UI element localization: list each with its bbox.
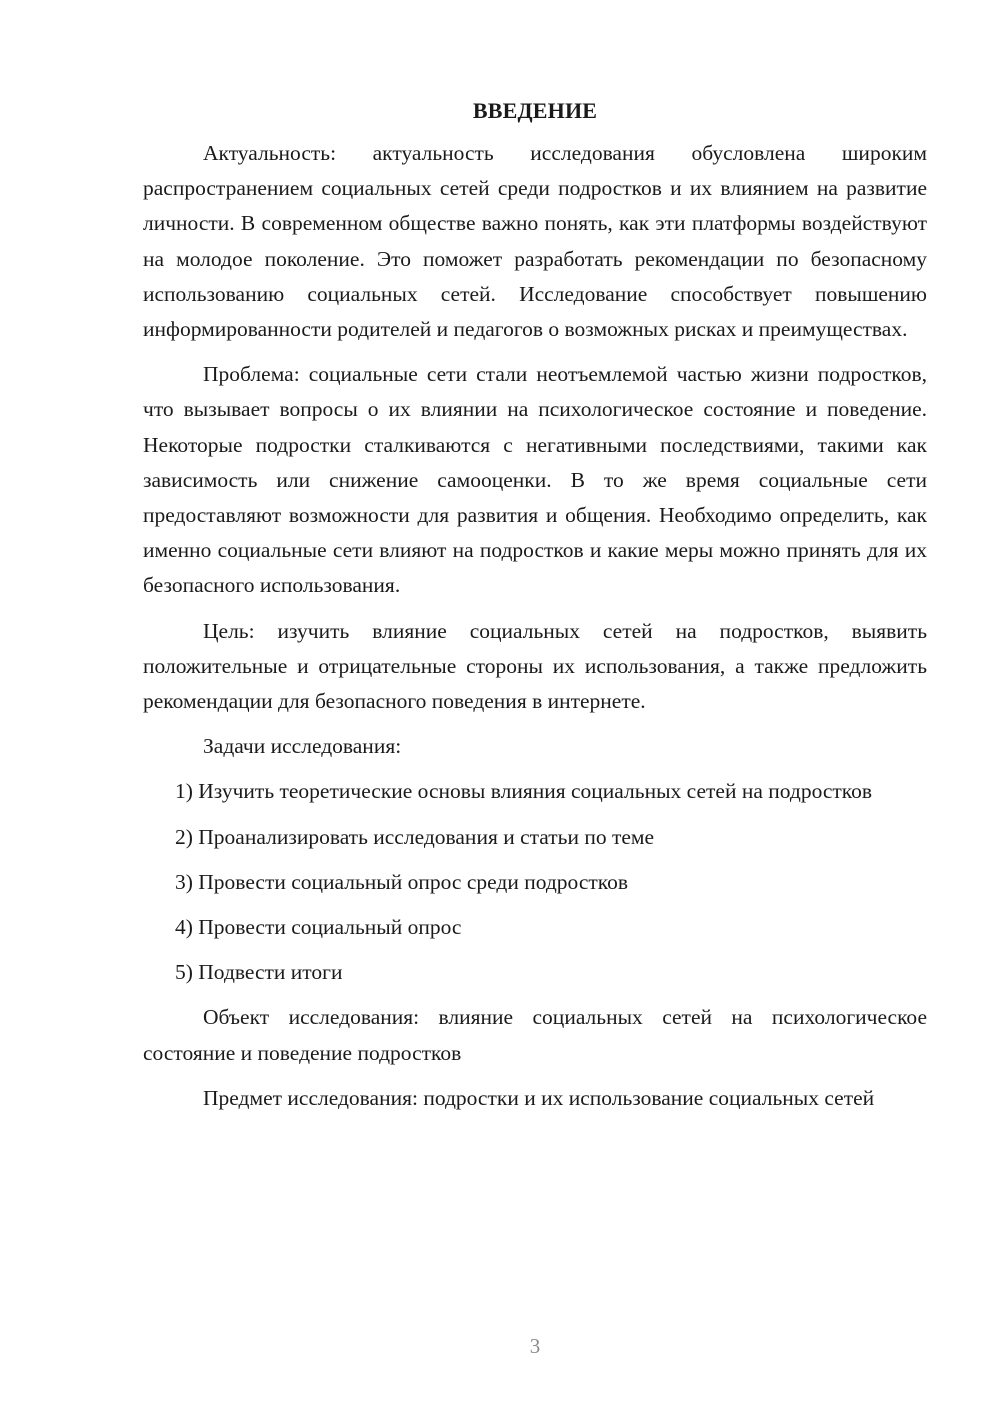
task-item-4: 4) Провести социальный опрос [175, 915, 462, 940]
task-item-2: 2) Проанализировать исследования и статьи по теме [175, 824, 655, 849]
page-number: 3 [529, 1334, 541, 1358]
goal-paragraph: Цель: изучить влияние социальных сетей на подростков, выявить положительные и отрицательные стороны их использования, а также предложить рекомендации для безопасного поведения в интернете. [143, 618, 927, 714]
task-item-1: 1) Изучить теоретические основы влияния социальных сетей на подростков [175, 779, 873, 804]
task-item-5: 5) Подвести итоги [175, 960, 343, 985]
page-title: ВВЕДЕНИЕ [472, 98, 598, 123]
object-paragraph: Объект исследования: влияние социальных сетей на психологическое состояние и поведение подростков [143, 1005, 927, 1065]
tasks-heading: Задачи исследования: [203, 734, 402, 759]
problem-paragraph: Проблема: социальные сети стали неотъемлемой частью жизни подростков, что вызывает вопросы о их влиянии на психологическое состояние и поведение. Некоторые подростки сталкиваются с негативными последствиями, такими как зависимость или снижение самооценки. В то же время социальные сети предоставляют возможности для развития и общения. Необходимо определить, как именно социальные сети влияют на подростков и какие меры можно принять для их безопасного использования. [143, 362, 927, 598]
task-item-3: 3) Провести социальный опрос среди подростков [175, 869, 629, 894]
relevance-paragraph: Актуальность: актуальность исследования обусловлена широким распространением социальных сетей среди подростков и их влиянием на развитие личности. В современном обществе важно понять, как эти платформы воздействуют на молодое поколение. Это поможет разработать рекомендации по безопасному использованию социальных сетей. Исследование способствует повышению информированности родителей и педагогов о возможных рисках и преимуществах. [143, 141, 927, 342]
page-content [143, 96, 927, 1116]
subject-paragraph: Предмет исследования: подростки и их использование социальных сетей [203, 1085, 875, 1110]
